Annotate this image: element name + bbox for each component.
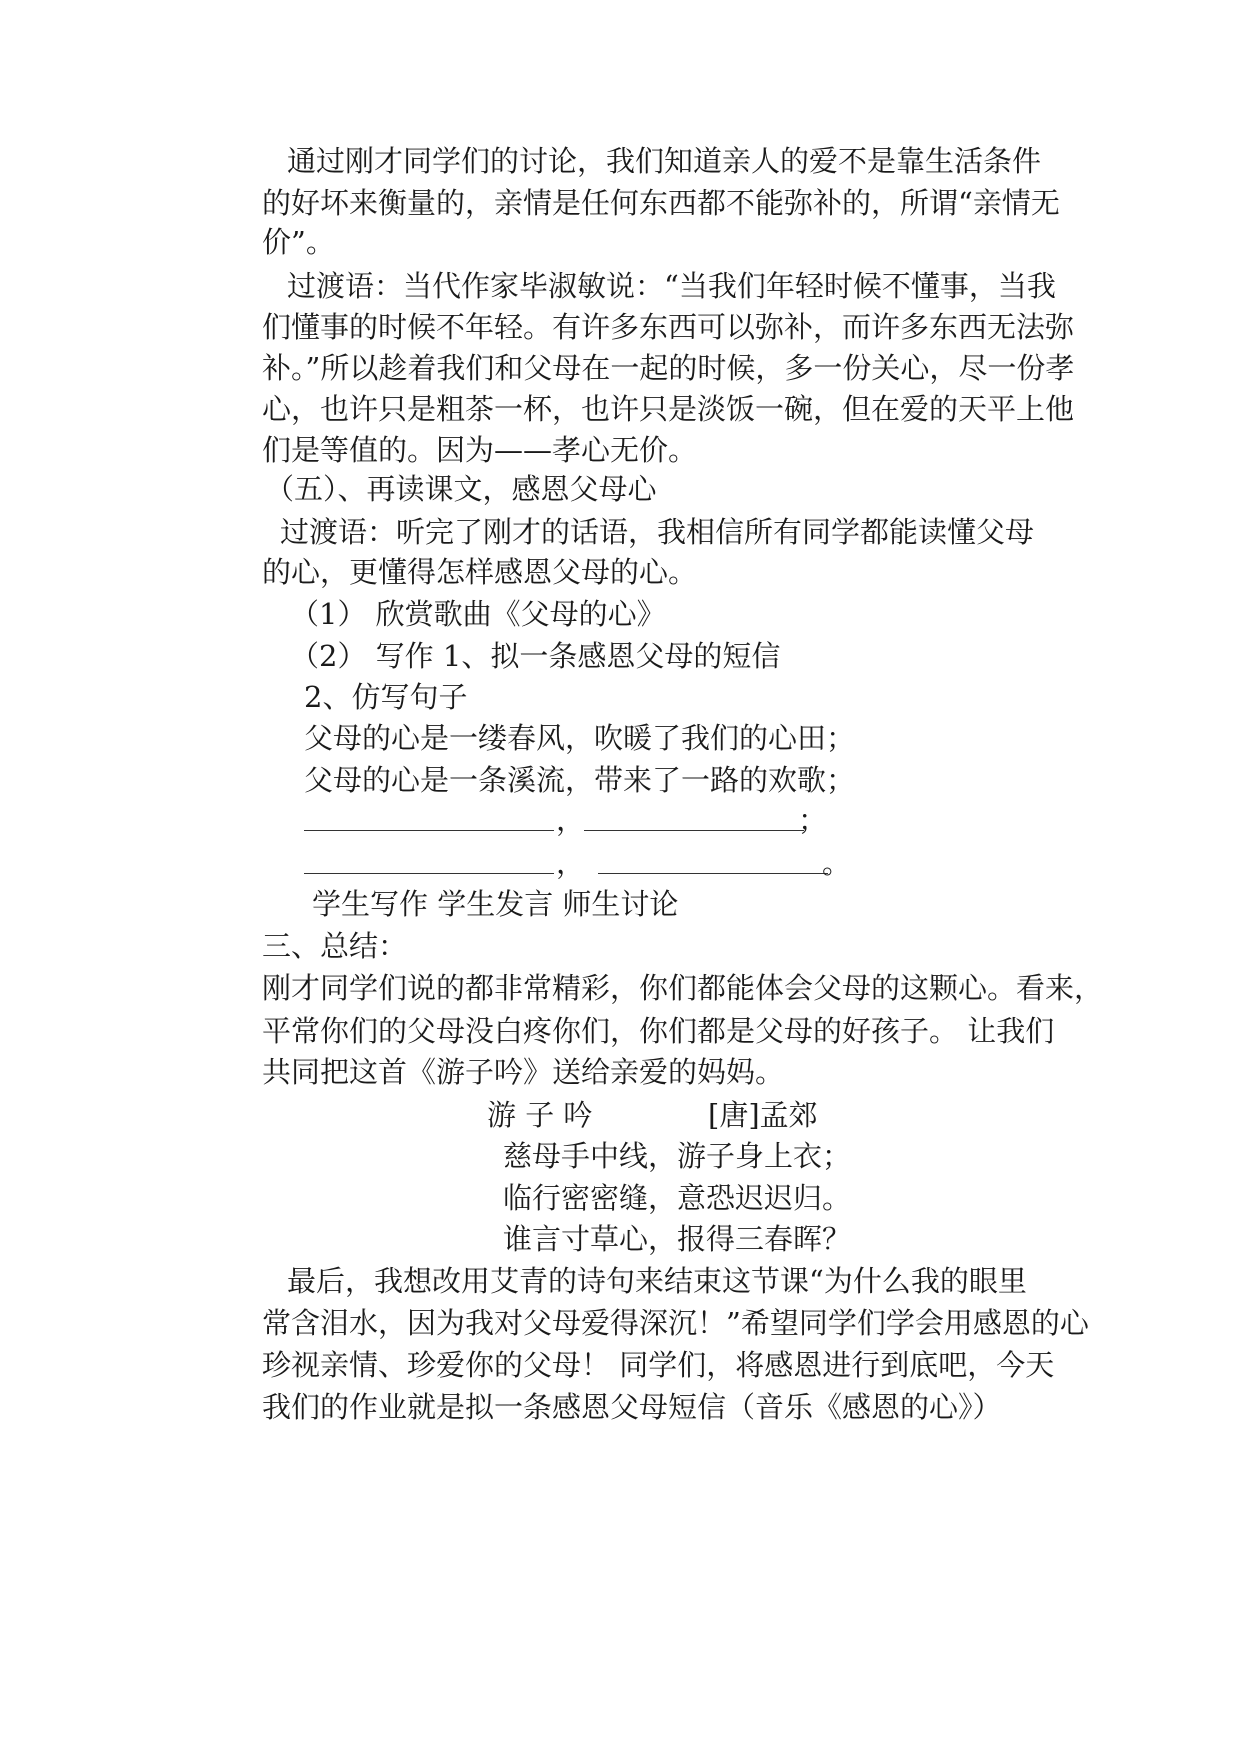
sentence-1: 父母的心是一缕春风，吹暖了我们的心田； (304, 721, 856, 755)
para2-line-1: 过渡语：当代作家毕淑敏说：“当我们年轻时候不懂事，当我 (287, 269, 1056, 303)
summary-line-2: 平常你们的父母没白疼你们，你们都是父母的好孩子。 让我们 (262, 1014, 1055, 1048)
blank-comma: ， (556, 803, 586, 837)
blank-field[interactable] (584, 800, 804, 831)
para1-line-1: 通过刚才同学们的讨论，我们知道亲人的爱不是靠生活条件 (287, 144, 1042, 178)
activities-line: 学生写作 学生发言 师生讨论 (312, 887, 679, 921)
para2-line-3: 补。”所以趁着我们和父母在一起的时候，多一份关心，尽一份孝 (262, 351, 1075, 385)
para2-line-4: 心，也许只是粗茶一杯，也许只是淡饭一碗，但在爱的天平上他 (262, 392, 1075, 426)
fill-blank-line-2 (304, 843, 1104, 883)
para2-line-2: 们懂事的时候不年轻。有许多东西可以弥补，而许多东西无法弥 (262, 310, 1075, 344)
poem-line-1: 慈母手中线，游子身上衣； (503, 1139, 852, 1173)
fill-blank-line-1 (304, 800, 1104, 840)
closing-line-2: 常含泪水，因为我对父母爱得深沉！”希望同学们学会用感恩的心 (262, 1306, 1089, 1340)
blank-comma: ， (556, 846, 586, 880)
closing-line-4: 我们的作业就是拟一条感恩父母短信（音乐《感恩的心》） (262, 1390, 1002, 1424)
poem-author: [唐]孟郊 (708, 1098, 818, 1132)
para1-line-2: 的好坏来衡量的，亲情是任何东西都不能弥补的，所谓“亲情无 (262, 186, 1060, 220)
para3-line-1: 过渡语：听完了刚才的话语，我相信所有同学都能读懂父母 (280, 515, 1035, 549)
summary-line-1: 刚才同学们说的都非常精彩，你们都能体会父母的这颗心。看来， (262, 971, 1104, 1005)
blank-semicolon: ； (798, 803, 828, 837)
blank-field[interactable] (304, 800, 554, 831)
item-1: （1） 欣赏歌曲《父母的心》 (290, 597, 666, 631)
blank-field[interactable] (304, 843, 554, 874)
poem-line-2: 临行密密缝，意恐迟迟归。 (503, 1181, 852, 1215)
para3-line-2: 的心，更懂得怎样感恩父母的心。 (262, 555, 698, 589)
summary-line-3: 共同把这首《游子吟》送给亲爱的妈妈。 (262, 1055, 785, 1089)
para2-line-5: 们是等值的。因为——孝心无价。 (262, 433, 698, 467)
closing-line-3: 珍视亲情、珍爱你的父母！ 同学们，将感恩进行到底吧，今天 (262, 1348, 1055, 1382)
blank-period: 。 (822, 846, 852, 880)
section-3-heading: 三、总结： (262, 929, 408, 963)
sentence-2: 父母的心是一条溪流，带来了一路的欢歌； (304, 763, 856, 797)
poem-line-3: 谁言寸草心，报得三春晖？ (503, 1222, 852, 1256)
item-2: （2） 写作 1、拟一条感恩父母的短信 (290, 639, 781, 673)
item-3: 2、仿写句子 (304, 680, 468, 714)
closing-line-1: 最后，我想改用艾青的诗句来结束这节课“为什么我的眼里 (287, 1264, 1027, 1298)
para1-line-3: 价”。 (262, 225, 335, 259)
poem-title: 游 子 吟 (487, 1098, 593, 1132)
blank-field[interactable] (598, 843, 828, 874)
section-5-heading: （五）、再读课文，感恩父母心 (265, 472, 657, 506)
